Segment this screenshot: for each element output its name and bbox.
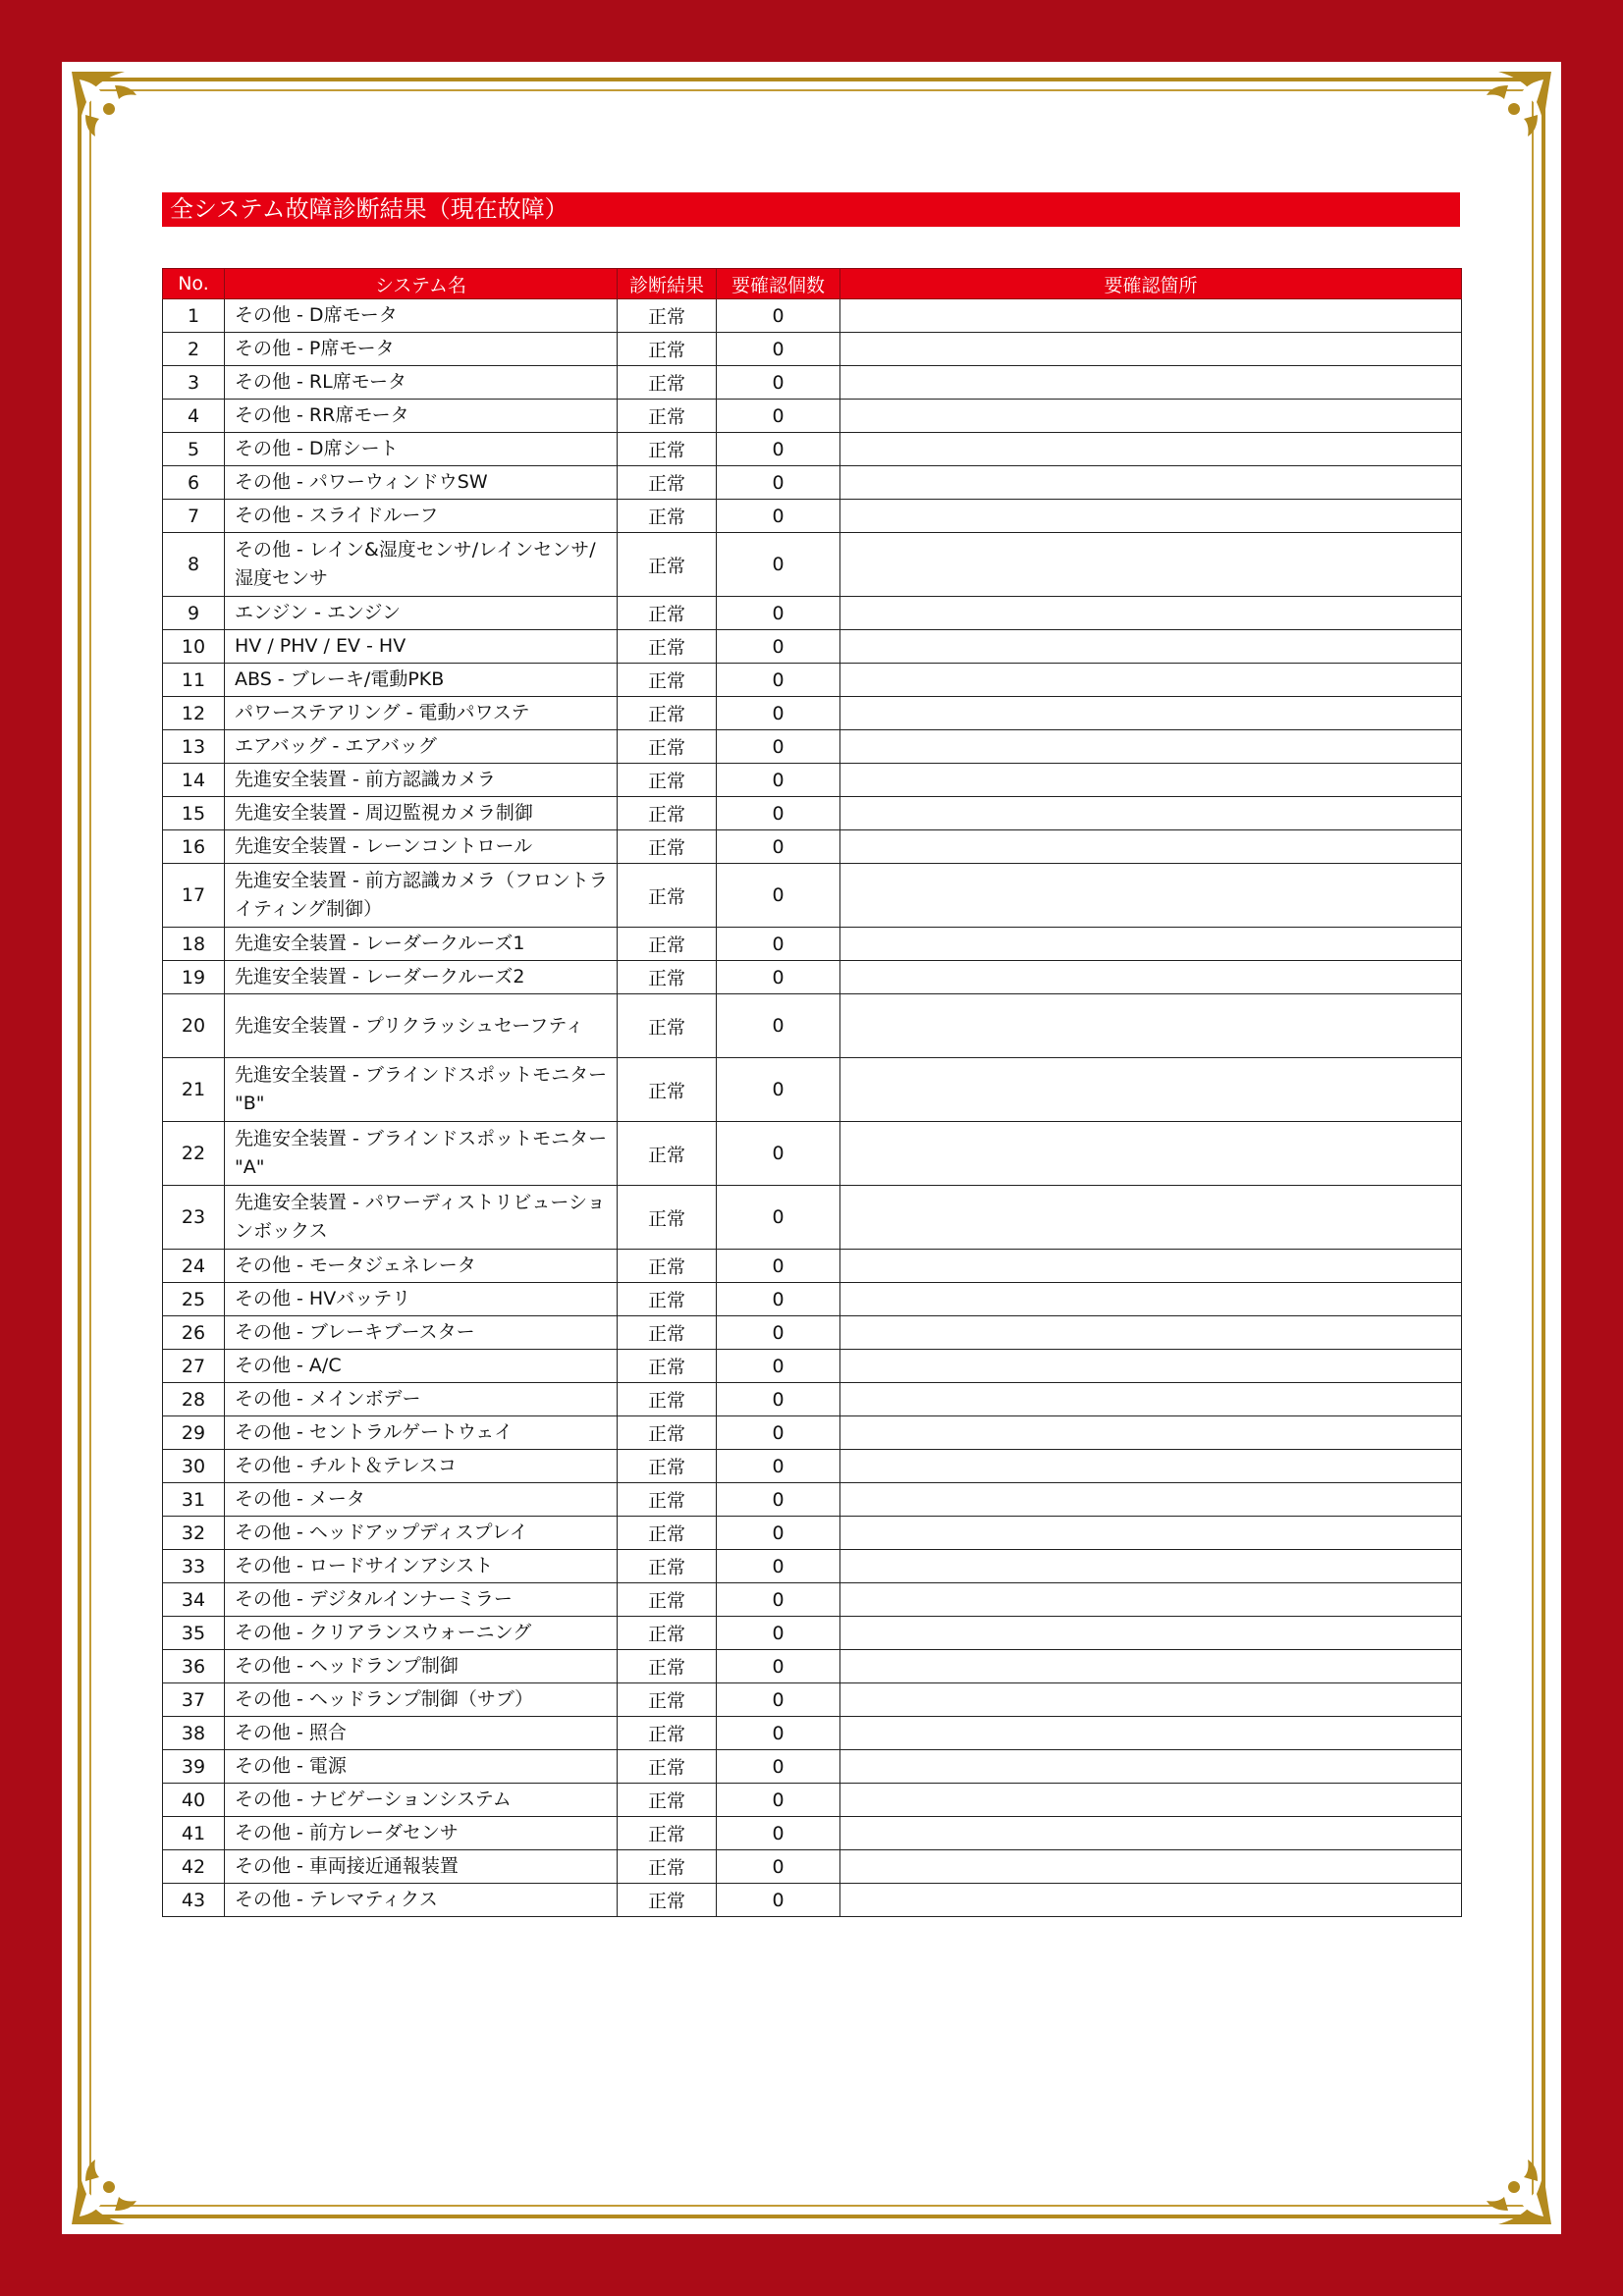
row-no: 23 xyxy=(163,1186,225,1250)
table-row xyxy=(163,466,1462,500)
row-no: 12 xyxy=(163,697,225,730)
table-row xyxy=(163,1650,1462,1683)
row-no: 2 xyxy=(163,333,225,366)
table-row xyxy=(163,697,1462,730)
row-location xyxy=(840,1186,1462,1250)
row-no: 5 xyxy=(163,433,225,466)
row-no: 3 xyxy=(163,366,225,400)
row-count: 0 xyxy=(717,664,840,697)
table-row xyxy=(163,1350,1462,1383)
row-system-name: その他 - ヘッドランプ制御（サブ） xyxy=(225,1683,618,1717)
row-count: 0 xyxy=(717,1517,840,1550)
row-system-name: その他 - 電源 xyxy=(225,1750,618,1784)
row-result: 正常 xyxy=(618,533,717,597)
row-location xyxy=(840,1058,1462,1122)
row-no: 42 xyxy=(163,1850,225,1884)
table-row xyxy=(163,1517,1462,1550)
table-row xyxy=(163,433,1462,466)
row-no: 25 xyxy=(163,1283,225,1316)
row-result: 正常 xyxy=(618,730,717,764)
row-location xyxy=(840,1550,1462,1583)
row-location xyxy=(840,533,1462,597)
row-result: 正常 xyxy=(618,597,717,630)
row-result: 正常 xyxy=(618,466,717,500)
row-count: 0 xyxy=(717,961,840,994)
row-count: 0 xyxy=(717,1250,840,1283)
row-system-name: 先進安全装置 - 周辺監視カメラ制御 xyxy=(225,797,618,830)
row-count: 0 xyxy=(717,1283,840,1316)
table-row xyxy=(163,1316,1462,1350)
row-count: 0 xyxy=(717,1450,840,1483)
diagnosis-table xyxy=(162,268,1462,1917)
row-no: 38 xyxy=(163,1717,225,1750)
table-row xyxy=(163,1850,1462,1884)
row-location xyxy=(840,797,1462,830)
row-count: 0 xyxy=(717,533,840,597)
row-result: 正常 xyxy=(618,961,717,994)
row-location xyxy=(840,730,1462,764)
row-no: 37 xyxy=(163,1683,225,1717)
row-system-name: その他 - D席シート xyxy=(225,433,618,466)
row-count: 0 xyxy=(717,1683,840,1717)
table-row xyxy=(163,1817,1462,1850)
row-location xyxy=(840,1416,1462,1450)
table-row xyxy=(163,994,1462,1058)
row-location xyxy=(840,630,1462,664)
row-location xyxy=(840,1250,1462,1283)
row-no: 33 xyxy=(163,1550,225,1583)
row-result: 正常 xyxy=(618,1483,717,1517)
row-location xyxy=(840,1517,1462,1550)
row-count: 0 xyxy=(717,830,840,864)
row-location xyxy=(840,864,1462,928)
table-row xyxy=(163,400,1462,433)
row-result: 正常 xyxy=(618,1550,717,1583)
row-count: 0 xyxy=(717,1416,840,1450)
row-location xyxy=(840,1683,1462,1717)
row-count: 0 xyxy=(717,1784,840,1817)
row-result: 正常 xyxy=(618,1850,717,1884)
row-result: 正常 xyxy=(618,400,717,433)
row-count: 0 xyxy=(717,697,840,730)
column-header-result: 診断結果 xyxy=(618,269,717,299)
row-system-name: その他 - D席モータ xyxy=(225,299,618,333)
row-count: 0 xyxy=(717,433,840,466)
row-location xyxy=(840,1316,1462,1350)
row-count: 0 xyxy=(717,1884,840,1917)
row-system-name: 先進安全装置 - ブラインドスポットモニター "A" xyxy=(225,1122,618,1186)
table-row xyxy=(163,961,1462,994)
row-location xyxy=(840,1717,1462,1750)
corner-ornament-icon xyxy=(1467,66,1557,156)
row-location xyxy=(840,1283,1462,1316)
row-location xyxy=(840,961,1462,994)
row-no: 19 xyxy=(163,961,225,994)
table-row xyxy=(163,928,1462,961)
row-no: 18 xyxy=(163,928,225,961)
row-no: 39 xyxy=(163,1750,225,1784)
row-result: 正常 xyxy=(618,928,717,961)
row-count: 0 xyxy=(717,1350,840,1383)
column-header-system: システム名 xyxy=(225,269,618,299)
row-system-name: 先進安全装置 - レーダークルーズ1 xyxy=(225,928,618,961)
row-no: 10 xyxy=(163,630,225,664)
row-result: 正常 xyxy=(618,1884,717,1917)
row-count: 0 xyxy=(717,500,840,533)
row-no: 13 xyxy=(163,730,225,764)
table-row xyxy=(163,1750,1462,1784)
row-no: 24 xyxy=(163,1250,225,1283)
row-result: 正常 xyxy=(618,366,717,400)
row-no: 27 xyxy=(163,1350,225,1383)
row-location xyxy=(840,500,1462,533)
row-system-name: その他 - パワーウィンドウSW xyxy=(225,466,618,500)
row-system-name: その他 - セントラルゲートウェイ xyxy=(225,1416,618,1450)
row-system-name: 先進安全装置 - 前方認識カメラ xyxy=(225,764,618,797)
row-system-name: その他 - チルト＆テレスコ xyxy=(225,1450,618,1483)
row-no: 22 xyxy=(163,1122,225,1186)
row-location xyxy=(840,994,1462,1058)
row-count: 0 xyxy=(717,1383,840,1416)
corner-ornament-icon xyxy=(66,2140,156,2230)
table-row xyxy=(163,366,1462,400)
row-location xyxy=(840,1583,1462,1617)
row-location xyxy=(840,1450,1462,1483)
row-system-name: 先進安全装置 - 前方認識カメラ（フロントライティング制御） xyxy=(225,864,618,928)
report-page xyxy=(62,62,1561,2234)
table-row xyxy=(163,864,1462,928)
row-system-name: その他 - モータジェネレータ xyxy=(225,1250,618,1283)
row-system-name: その他 - ロードサインアシスト xyxy=(225,1550,618,1583)
column-header-no: No. xyxy=(163,269,225,299)
row-count: 0 xyxy=(717,1058,840,1122)
row-no: 16 xyxy=(163,830,225,864)
row-location xyxy=(840,433,1462,466)
row-location xyxy=(840,1850,1462,1884)
row-system-name: 先進安全装置 - レーンコントロール xyxy=(225,830,618,864)
row-system-name: その他 - ヘッドアップディスプレイ xyxy=(225,1517,618,1550)
table-row xyxy=(163,1058,1462,1122)
row-system-name: 先進安全装置 - レーダークルーズ2 xyxy=(225,961,618,994)
row-result: 正常 xyxy=(618,1383,717,1416)
row-result: 正常 xyxy=(618,1583,717,1617)
row-result: 正常 xyxy=(618,1122,717,1186)
table-header-row xyxy=(163,269,1462,299)
row-no: 21 xyxy=(163,1058,225,1122)
row-location xyxy=(840,697,1462,730)
row-no: 14 xyxy=(163,764,225,797)
row-count: 0 xyxy=(717,1550,840,1583)
row-no: 34 xyxy=(163,1583,225,1617)
row-location xyxy=(840,1817,1462,1850)
row-no: 31 xyxy=(163,1483,225,1517)
table-row xyxy=(163,1250,1462,1283)
row-result: 正常 xyxy=(618,1817,717,1850)
row-system-name: その他 - メインボデー xyxy=(225,1383,618,1416)
row-count: 0 xyxy=(717,1617,840,1650)
row-count: 0 xyxy=(717,630,840,664)
row-result: 正常 xyxy=(618,299,717,333)
table-row xyxy=(163,533,1462,597)
row-result: 正常 xyxy=(618,433,717,466)
row-system-name: その他 - 照合 xyxy=(225,1717,618,1750)
row-count: 0 xyxy=(717,994,840,1058)
row-no: 36 xyxy=(163,1650,225,1683)
row-system-name: ABS - ブレーキ/電動PKB xyxy=(225,664,618,697)
row-count: 0 xyxy=(717,1717,840,1750)
row-no: 15 xyxy=(163,797,225,830)
table-row xyxy=(163,299,1462,333)
table-row xyxy=(163,333,1462,366)
table-row xyxy=(163,1122,1462,1186)
row-count: 0 xyxy=(717,730,840,764)
table-row xyxy=(163,500,1462,533)
row-location xyxy=(840,1750,1462,1784)
row-system-name: その他 - HVバッテリ xyxy=(225,1283,618,1316)
row-location xyxy=(840,333,1462,366)
row-system-name: その他 - P席モータ xyxy=(225,333,618,366)
row-result: 正常 xyxy=(618,500,717,533)
row-no: 43 xyxy=(163,1884,225,1917)
column-header-location: 要確認箇所 xyxy=(840,269,1462,299)
table-row xyxy=(163,1383,1462,1416)
row-count: 0 xyxy=(717,597,840,630)
row-count: 0 xyxy=(717,1850,840,1884)
row-location xyxy=(840,1483,1462,1517)
row-result: 正常 xyxy=(618,1717,717,1750)
row-system-name: その他 - 前方レーダセンサ xyxy=(225,1817,618,1850)
row-location xyxy=(840,1383,1462,1416)
row-no: 9 xyxy=(163,597,225,630)
row-no: 11 xyxy=(163,664,225,697)
row-no: 30 xyxy=(163,1450,225,1483)
row-result: 正常 xyxy=(618,664,717,697)
row-system-name: その他 - 車両接近通報装置 xyxy=(225,1850,618,1884)
row-count: 0 xyxy=(717,1650,840,1683)
table-row xyxy=(163,1186,1462,1250)
row-count: 0 xyxy=(717,466,840,500)
row-result: 正常 xyxy=(618,1650,717,1683)
row-result: 正常 xyxy=(618,1617,717,1650)
row-system-name: その他 - レイン&湿度センサ/レインセンサ/湿度センサ xyxy=(225,533,618,597)
row-count: 0 xyxy=(717,333,840,366)
row-system-name: その他 - ヘッドランプ制御 xyxy=(225,1650,618,1683)
table-row xyxy=(163,1884,1462,1917)
row-location xyxy=(840,1784,1462,1817)
row-location xyxy=(840,1650,1462,1683)
row-count: 0 xyxy=(717,1483,840,1517)
row-location xyxy=(840,764,1462,797)
table-row xyxy=(163,830,1462,864)
row-count: 0 xyxy=(717,400,840,433)
row-count: 0 xyxy=(717,1122,840,1186)
row-location xyxy=(840,1350,1462,1383)
corner-ornament-icon xyxy=(66,66,156,156)
row-result: 正常 xyxy=(618,1416,717,1450)
row-result: 正常 xyxy=(618,697,717,730)
row-no: 35 xyxy=(163,1617,225,1650)
row-result: 正常 xyxy=(618,1350,717,1383)
row-count: 0 xyxy=(717,928,840,961)
row-count: 0 xyxy=(717,366,840,400)
row-count: 0 xyxy=(717,1316,840,1350)
row-result: 正常 xyxy=(618,1683,717,1717)
row-system-name: その他 - RL席モータ xyxy=(225,366,618,400)
row-location xyxy=(840,664,1462,697)
row-system-name: その他 - メータ xyxy=(225,1483,618,1517)
table-row xyxy=(163,730,1462,764)
row-no: 40 xyxy=(163,1784,225,1817)
row-system-name: その他 - クリアランスウォーニング xyxy=(225,1617,618,1650)
table-row xyxy=(163,1717,1462,1750)
row-system-name: 先進安全装置 - ブラインドスポットモニター "B" xyxy=(225,1058,618,1122)
row-count: 0 xyxy=(717,1583,840,1617)
row-system-name: その他 - ナビゲーションシステム xyxy=(225,1784,618,1817)
row-count: 0 xyxy=(717,797,840,830)
row-result: 正常 xyxy=(618,1283,717,1316)
row-no: 8 xyxy=(163,533,225,597)
row-no: 6 xyxy=(163,466,225,500)
row-location xyxy=(840,928,1462,961)
row-no: 26 xyxy=(163,1316,225,1350)
table-row xyxy=(163,1416,1462,1450)
row-count: 0 xyxy=(717,1750,840,1784)
table-row xyxy=(163,630,1462,664)
row-location xyxy=(840,1617,1462,1650)
row-no: 17 xyxy=(163,864,225,928)
column-header-count: 要確認個数 xyxy=(717,269,840,299)
row-result: 正常 xyxy=(618,830,717,864)
row-result: 正常 xyxy=(618,1316,717,1350)
row-result: 正常 xyxy=(618,864,717,928)
row-location xyxy=(840,1884,1462,1917)
row-no: 20 xyxy=(163,994,225,1058)
row-location xyxy=(840,299,1462,333)
table-row xyxy=(163,1683,1462,1717)
row-count: 0 xyxy=(717,1186,840,1250)
table-row xyxy=(163,1617,1462,1650)
row-no: 29 xyxy=(163,1416,225,1450)
row-no: 41 xyxy=(163,1817,225,1850)
row-result: 正常 xyxy=(618,1250,717,1283)
row-system-name: パワーステアリング - 電動パワステ xyxy=(225,697,618,730)
row-no: 4 xyxy=(163,400,225,433)
row-location xyxy=(840,597,1462,630)
row-result: 正常 xyxy=(618,797,717,830)
row-system-name: その他 - スライドルーフ xyxy=(225,500,618,533)
table-row xyxy=(163,597,1462,630)
row-no: 28 xyxy=(163,1383,225,1416)
row-system-name: 先進安全装置 - パワーディストリビューションボックス xyxy=(225,1186,618,1250)
row-location xyxy=(840,366,1462,400)
table-row xyxy=(163,1583,1462,1617)
table-row xyxy=(163,764,1462,797)
row-result: 正常 xyxy=(618,333,717,366)
row-system-name: エンジン - エンジン xyxy=(225,597,618,630)
row-result: 正常 xyxy=(618,1058,717,1122)
row-system-name: その他 - ブレーキブースター xyxy=(225,1316,618,1350)
table-row xyxy=(163,1450,1462,1483)
row-system-name: その他 - RR席モータ xyxy=(225,400,618,433)
row-system-name: その他 - デジタルインナーミラー xyxy=(225,1583,618,1617)
row-system-name: 先進安全装置 - プリクラッシュセーフティ xyxy=(225,994,618,1058)
row-count: 0 xyxy=(717,864,840,928)
row-result: 正常 xyxy=(618,1450,717,1483)
row-count: 0 xyxy=(717,764,840,797)
row-location xyxy=(840,400,1462,433)
row-result: 正常 xyxy=(618,1750,717,1784)
table-row xyxy=(163,1483,1462,1517)
row-location xyxy=(840,830,1462,864)
corner-ornament-icon xyxy=(1467,2140,1557,2230)
row-result: 正常 xyxy=(618,630,717,664)
row-system-name: HV / PHV / EV - HV xyxy=(225,630,618,664)
table-row xyxy=(163,797,1462,830)
table-row xyxy=(163,664,1462,697)
row-count: 0 xyxy=(717,1817,840,1850)
row-system-name: その他 - テレマティクス xyxy=(225,1884,618,1917)
row-result: 正常 xyxy=(618,1517,717,1550)
row-count: 0 xyxy=(717,299,840,333)
table-row xyxy=(163,1550,1462,1583)
row-location xyxy=(840,1122,1462,1186)
row-result: 正常 xyxy=(618,1784,717,1817)
row-system-name: エアバッグ - エアバッグ xyxy=(225,730,618,764)
row-result: 正常 xyxy=(618,1186,717,1250)
row-result: 正常 xyxy=(618,994,717,1058)
row-result: 正常 xyxy=(618,764,717,797)
row-system-name: その他 - A/C xyxy=(225,1350,618,1383)
table-row xyxy=(163,1283,1462,1316)
table-row xyxy=(163,1784,1462,1817)
row-no: 32 xyxy=(163,1517,225,1550)
report-title: 全システム故障診断結果（現在故障） xyxy=(162,192,1460,227)
row-no: 7 xyxy=(163,500,225,533)
row-no: 1 xyxy=(163,299,225,333)
row-location xyxy=(840,466,1462,500)
